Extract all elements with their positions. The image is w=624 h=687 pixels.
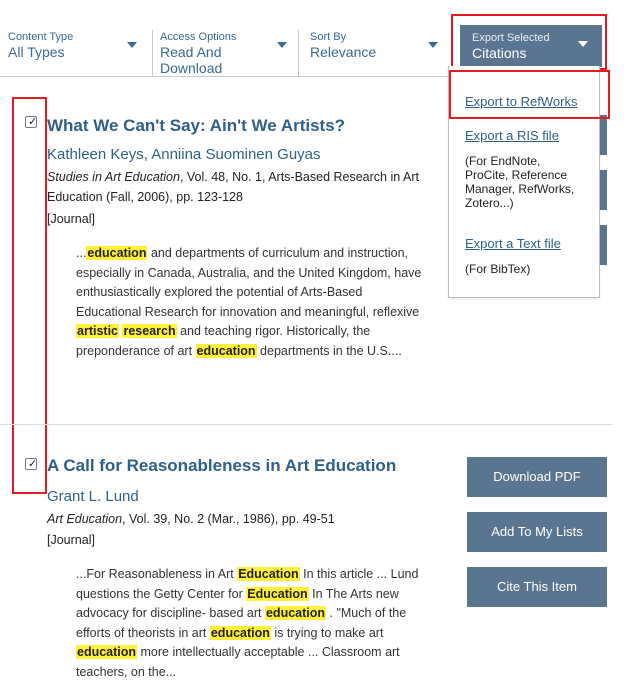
snippet-text: and teaching rigor. Historically, the preponderance of art [76,324,371,358]
result-checkbox[interactable] [25,116,37,128]
sort-by-value: Relevance [310,44,377,60]
content-type-label: Content Type [8,31,74,43]
snippet-text: departments in the U.S.... [256,343,402,358]
add-to-my-lists-button[interactable]: Add To My Lists [467,512,607,552]
result-divider [0,424,612,425]
sort-by-label: Sort By [310,31,347,43]
chevron-down-icon [428,42,438,48]
highlight-box-export [451,14,607,70]
ris-note: (For EndNote, ProCite, Reference Manager, RefWorks, Zotero...) [465,154,575,210]
search-term-highlight: education [265,606,326,621]
search-term-highlight: education [210,625,270,640]
result-type: [Journal] [47,212,95,226]
search-term-highlight: education [87,246,147,260]
filter-divider [298,30,299,76]
result-citation [47,509,447,529]
export-ris-link[interactable]: Export a RIS file [465,128,559,143]
result-title[interactable]: What We Can't Say: Ain't We Artists? [47,116,346,135]
access-options-value: Read And Download [160,44,223,76]
search-term-highlight: education [77,645,137,660]
result-authors[interactable]: Kathleen Keys, Anniina Suominen Guyas [47,146,321,163]
export-value: Citations [472,45,527,61]
snippet-text: is trying to make art [270,625,384,640]
text-note: (For BibTex) [465,262,531,276]
checkmark-icon: ✓ [28,458,38,470]
sort-by-filter[interactable] [302,24,448,76]
filter-divider [152,30,153,76]
snippet-text: . "Much of the efforts of theorists in art [76,606,407,640]
search-term-highlight: Education [238,567,299,581]
citation-details: , Vol. 39, No. 2 (Mar., 1986), pp. 49-51 [122,512,335,526]
access-options-filter[interactable] [152,24,298,76]
snippet-text: In this article ... Lund questions the Getty Center for [76,567,419,601]
filter-bar [0,24,448,77]
search-term-highlight: education [196,343,256,358]
snippet-text: more intellectually acceptable ... Classroom art teachers, on the... [76,645,400,679]
journal-name: Studies in Art Education [47,170,180,184]
export-text-link[interactable]: Export a Text file [465,236,561,251]
export-refworks-link[interactable]: Export to RefWorks [465,94,578,109]
result-checkbox[interactable] [25,458,37,470]
access-options-label: Access Options [160,31,237,43]
chevron-down-icon [277,42,287,48]
cite-this-item-button[interactable]: Cite This Item [467,567,607,607]
search-term-highlight: Education [247,586,308,601]
checkmark-icon: ✓ [28,116,38,128]
content-type-value: All Types [8,44,65,60]
snippet-text: ... [76,246,87,260]
search-term-highlight: artistic [77,324,118,339]
content-type-filter[interactable] [0,24,148,76]
highlight-box-checkboxes [12,97,47,494]
snippet-text: and departments of curriculum and instruction, especially in Canada, Australia, and the United Kingdom, have enthusiastically explored the potential of Arts-Based Educational Research for innovation and meaningful, reflexive [76,246,422,319]
result-type: [Journal] [47,533,95,547]
download-pdf-button[interactable]: Download PDF [467,457,607,497]
result-citation [47,167,447,207]
snippet-text: ...For Reasonableness in Art [76,567,238,581]
result-snippet [76,565,421,683]
result-title[interactable]: A Call for Reasonableness in Art Education [47,456,397,475]
snippet-text: In The Arts new advocacy for discipline- based art [76,586,399,621]
result-snippet [76,244,428,362]
chevron-down-icon [127,42,137,48]
search-term-highlight: research [123,324,176,339]
citation-details: , Vol. 48, No. 1, Arts-Based Research in Art Education (Fall, 2006), pp. 123-128 [47,170,419,204]
export-label: Export Selected [472,32,550,44]
journal-name: Art Education [47,512,123,526]
result-authors[interactable]: Grant L. Lund [47,488,139,505]
highlight-box-refworks [449,70,610,119]
